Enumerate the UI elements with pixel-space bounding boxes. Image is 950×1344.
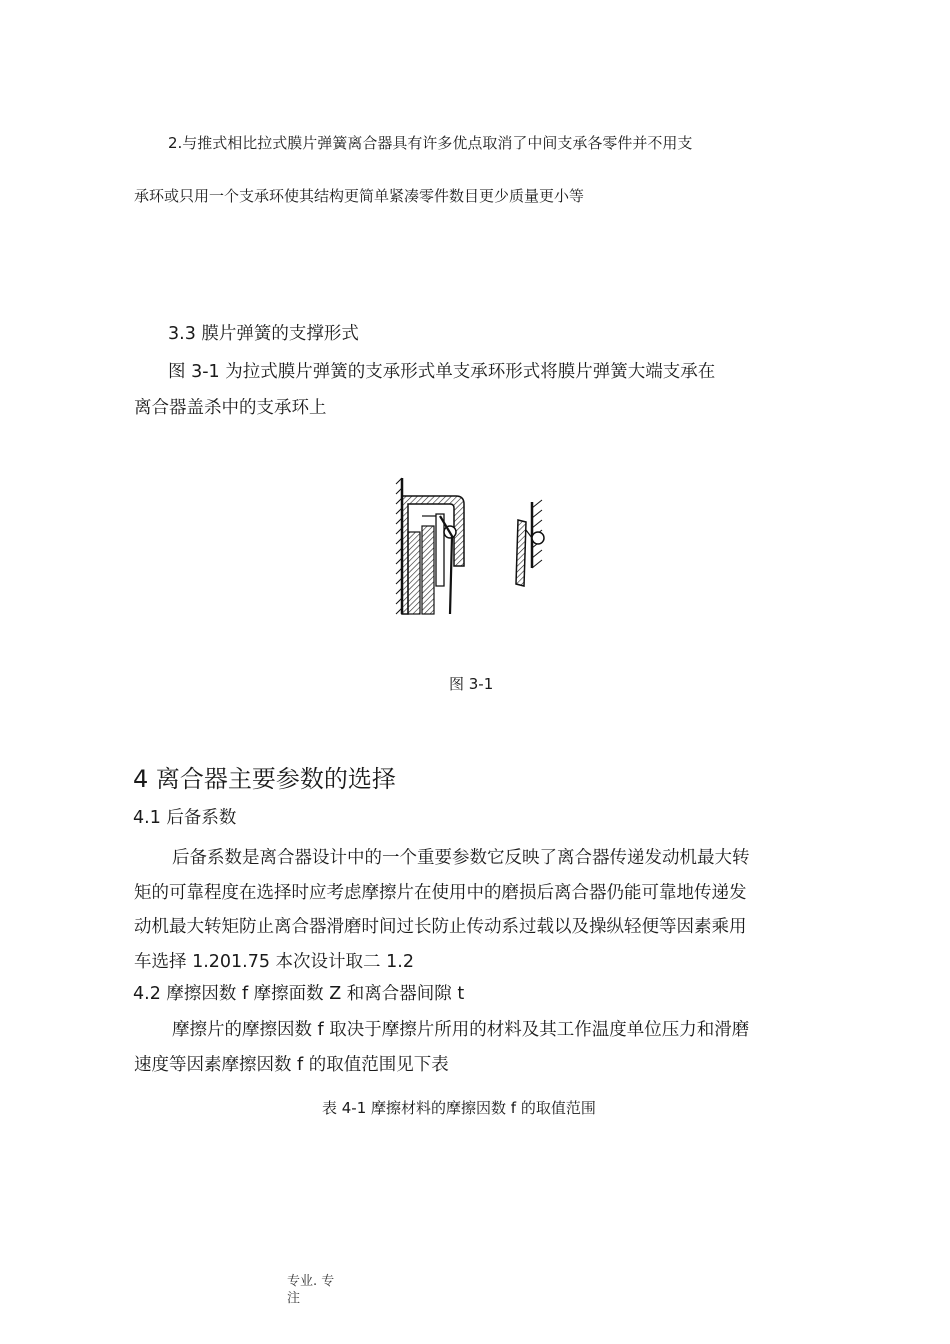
section-3-3-line-1: 图 3-1 为拉式膜片弹簧的支承形式单支承环形式将膜片弹簧大端支承在 xyxy=(168,362,716,382)
section-4-2-line-2: 速度等因素摩擦因数 f 的取值范围见下表 xyxy=(134,1055,449,1075)
paragraph-2-line-2: 承环或只用一个支承环使其结构更简单紧凑零件数目更少质量更小等 xyxy=(134,187,585,205)
section-4-1-line-4: 车选择 1.201.75 本次设计取二 1.2 xyxy=(134,952,414,972)
section-4-title: 4 离合器主要参数的选择 xyxy=(133,765,396,793)
table-caption: 表 4-1 摩擦材料的摩擦因数 f 的取值范围 xyxy=(322,1099,596,1117)
section-4-2-title: 4.2 摩擦因数 f 摩擦面数 Z 和离合器间隙 t xyxy=(133,984,465,1004)
section-4-1-line-2: 矩的可靠程度在选择时应考虑摩擦片在使用中的磨损后离合器仍能可靠地传递发 xyxy=(134,883,747,903)
section-4-1-line-3: 动机最大转矩防止离合器滑磨时间过长防止传动系过载以及操纵轻便等因素乘用 xyxy=(134,917,747,937)
section-3-3-line-2: 离合器盖杀中的支承环上 xyxy=(134,398,327,418)
section-4-1-line-1: 后备系数是离合器设计中的一个重要参数它反映了离合器传递发动机最大转 xyxy=(172,848,750,868)
paragraph-2-line-1: 2.与推式相比拉式膜片弹簧离合器具有许多优点取消了中间支承各零件并不用支 xyxy=(168,134,693,152)
diaphragm-spring-support-figure xyxy=(392,476,562,616)
figure-caption: 图 3-1 xyxy=(449,675,494,693)
footer-line-1: 专业. 专 xyxy=(287,1274,335,1289)
section-3-3-title: 3.3 膜片弹簧的支撑形式 xyxy=(168,324,359,344)
section-4-2-line-1: 摩擦片的摩擦因数 f 取决于摩擦片所用的材料及其工作温度单位压力和滑磨 xyxy=(172,1020,750,1040)
section-4-1-title: 4.1 后备系数 xyxy=(133,808,237,828)
footer-line-2: 注 xyxy=(287,1291,301,1306)
